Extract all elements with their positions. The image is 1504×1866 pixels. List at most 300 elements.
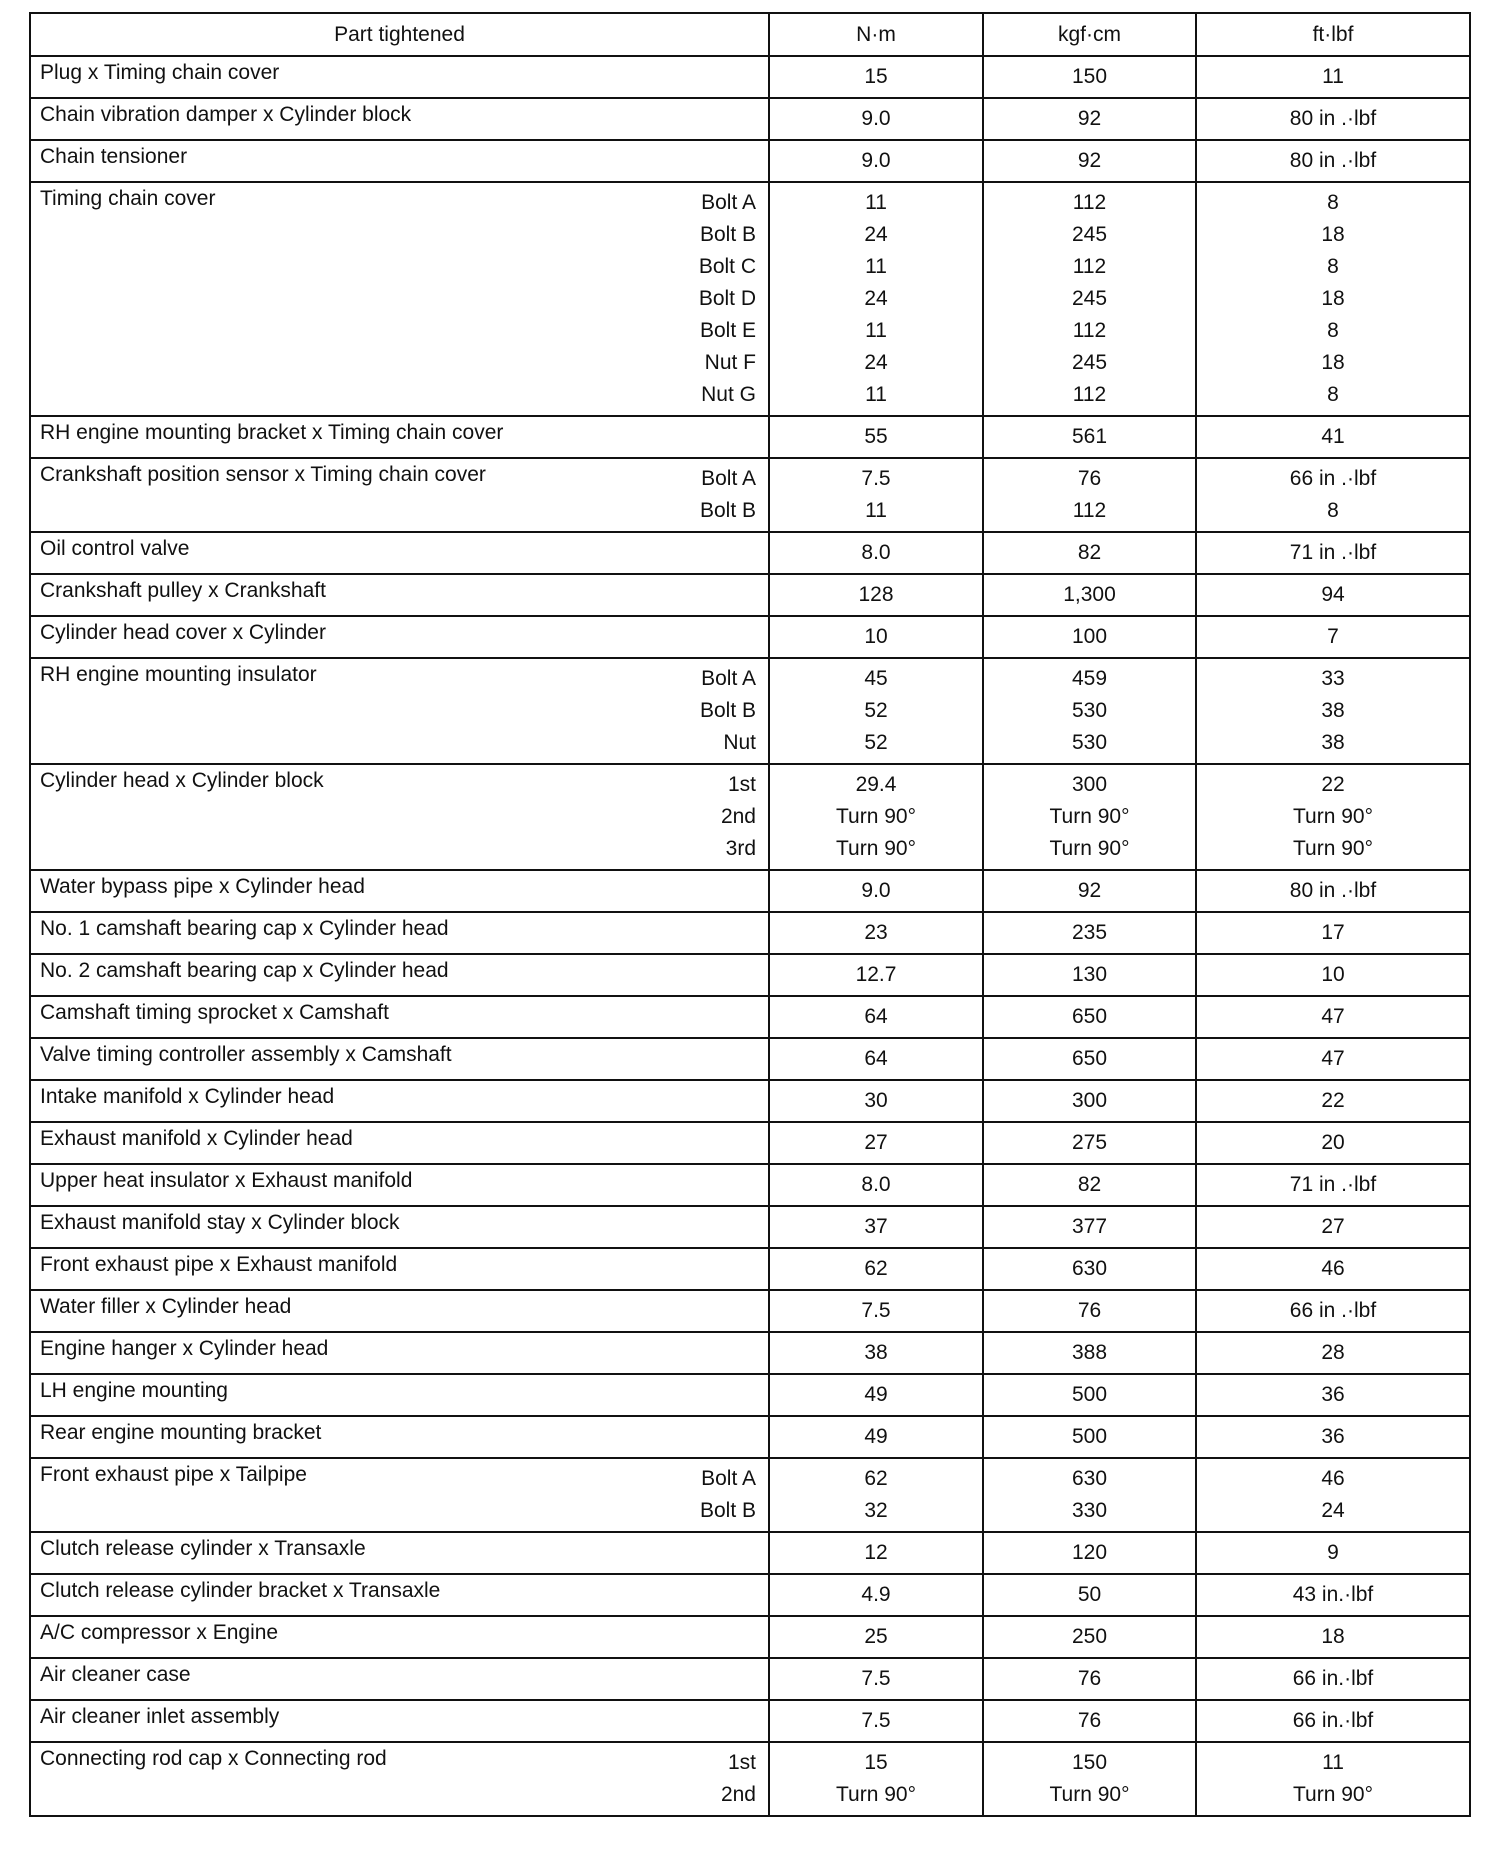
- sub-label: Bolt C: [698, 255, 756, 278]
- kgf-cm-value-cell: [983, 56, 1196, 98]
- nm-value: 62: [864, 1257, 888, 1280]
- table-row: [30, 532, 1470, 574]
- sub-label: 2nd: [720, 1783, 756, 1806]
- ft-lbf-value-cell: [1196, 1248, 1470, 1290]
- nm-value-cell: [769, 458, 983, 532]
- nm-value-cell: [769, 912, 983, 954]
- ft-lbf-value: 8: [1327, 383, 1339, 406]
- ft-lbf-value: 33: [1321, 667, 1345, 690]
- kgf-cm-value: 250: [1071, 1625, 1108, 1648]
- part-name: Front exhaust pipe x Exhaust manifold: [40, 1253, 398, 1276]
- kgf-cm-value-cell: [983, 870, 1196, 912]
- nm-value: 7.5: [861, 1299, 891, 1322]
- nm-value: 52: [864, 699, 888, 722]
- sub-label: Bolt B: [699, 1499, 756, 1522]
- ft-lbf-value-cell: [1196, 1416, 1470, 1458]
- kgf-cm-value: 245: [1071, 223, 1108, 246]
- nm-value: 11: [865, 383, 887, 406]
- ft-lbf-value: 22: [1321, 1089, 1345, 1112]
- part-name: Water bypass pipe x Cylinder head: [40, 875, 365, 898]
- kgf-cm-value-cell: [983, 98, 1196, 140]
- table-row: [30, 1458, 1470, 1532]
- kgf-cm-value: 500: [1071, 1383, 1108, 1406]
- part-name: Air cleaner case: [40, 1663, 191, 1686]
- ft-lbf-value-cell: [1196, 1458, 1470, 1532]
- table-row: [30, 1374, 1470, 1416]
- ft-lbf-value: 18: [1321, 287, 1345, 310]
- nm-value: Turn 90°: [836, 1783, 916, 1806]
- part-name: No. 1 camshaft bearing cap x Cylinder head: [40, 917, 449, 940]
- nm-value-cell: [769, 56, 983, 98]
- part-name: Front exhaust pipe x Tailpipe: [40, 1463, 307, 1486]
- sub-label: Bolt B: [699, 499, 756, 522]
- kgf-cm-value: 245: [1071, 351, 1108, 374]
- kgf-cm-value-cell: [983, 532, 1196, 574]
- ft-lbf-value-cell: [1196, 1290, 1470, 1332]
- ft-lbf-value: 38: [1321, 731, 1345, 754]
- sub-label: Nut G: [701, 383, 756, 406]
- part-cell: [30, 1122, 769, 1164]
- nm-value-cell: [769, 1038, 983, 1080]
- nm-value-cell: [769, 616, 983, 658]
- nm-value: 7.5: [861, 467, 891, 490]
- ft-lbf-value-cell: [1196, 1700, 1470, 1742]
- kgf-cm-value-cell: [983, 1374, 1196, 1416]
- kgf-cm-value-cell: [983, 1248, 1196, 1290]
- kgf-cm-value: 112: [1072, 499, 1107, 522]
- kgf-cm-value: 330: [1071, 1499, 1108, 1522]
- kgf-cm-value-cell: [983, 996, 1196, 1038]
- part-cell: [30, 954, 769, 996]
- table-row: [30, 616, 1470, 658]
- table-row: [30, 1332, 1470, 1374]
- nm-value-cell: [769, 996, 983, 1038]
- ft-lbf-value: Turn 90°: [1293, 1783, 1373, 1806]
- kgf-cm-value: Turn 90°: [1049, 1783, 1130, 1806]
- kgf-cm-value-cell: [983, 1416, 1196, 1458]
- part-cell: [30, 140, 769, 182]
- nm-value: 62: [864, 1467, 888, 1490]
- part-name: Engine hanger x Cylinder head: [40, 1337, 329, 1360]
- kgf-cm-value: 130: [1071, 963, 1108, 986]
- kgf-cm-value-cell: [983, 1080, 1196, 1122]
- ft-lbf-value-cell: [1196, 658, 1470, 764]
- ft-lbf-value-cell: [1196, 1574, 1470, 1616]
- nm-value-cell: [769, 1290, 983, 1332]
- nm-value: 11: [865, 191, 887, 214]
- nm-value-cell: [769, 1616, 983, 1658]
- part-cell: [30, 912, 769, 954]
- ft-lbf-value: 8: [1327, 499, 1339, 522]
- part-cell: [30, 1616, 769, 1658]
- part-cell: [30, 1532, 769, 1574]
- kgf-cm-value: 561: [1071, 425, 1108, 448]
- nm-value-cell: [769, 1164, 983, 1206]
- nm-value: 24: [864, 287, 888, 310]
- kgf-cm-value-cell: [983, 1532, 1196, 1574]
- nm-value: 4.9: [861, 1583, 891, 1606]
- kgf-cm-value: 530: [1071, 731, 1108, 754]
- part-name: Intake manifold x Cylinder head: [40, 1085, 335, 1108]
- nm-value: Turn 90°: [836, 837, 916, 860]
- part-name: No. 2 camshaft bearing cap x Cylinder head: [40, 959, 449, 982]
- part-name: Clutch release cylinder x Transaxle: [40, 1537, 366, 1560]
- kgf-cm-value: 377: [1071, 1215, 1108, 1238]
- nm-value: 8.0: [861, 1173, 891, 1196]
- nm-value: 9.0: [861, 107, 891, 130]
- nm-value-cell: [769, 658, 983, 764]
- kgf-cm-value-cell: [983, 1574, 1196, 1616]
- ft-lbf-value: 71 in .·lbf: [1289, 1173, 1377, 1196]
- kgf-cm-value: 92: [1077, 879, 1102, 902]
- kgf-cm-value: 500: [1071, 1425, 1108, 1448]
- part-cell: [30, 1742, 769, 1816]
- part-name: Upper heat insulator x Exhaust manifold: [40, 1169, 413, 1192]
- kgf-cm-value-cell: [983, 182, 1196, 416]
- nm-value-cell: [769, 98, 983, 140]
- ft-lbf-value-cell: [1196, 1122, 1470, 1164]
- ft-lbf-value-cell: [1196, 1164, 1470, 1206]
- kgf-cm-value: 112: [1072, 319, 1107, 342]
- ft-lbf-value: 8: [1327, 255, 1339, 278]
- kgf-cm-value-cell: [983, 416, 1196, 458]
- nm-value-cell: [769, 1206, 983, 1248]
- nm-value-cell: [769, 870, 983, 912]
- part-name: Cylinder head x Cylinder block: [40, 769, 324, 792]
- part-name: Plug x Timing chain cover: [40, 61, 280, 84]
- ft-lbf-value: 17: [1321, 921, 1345, 944]
- ft-lbf-value: 8: [1327, 191, 1339, 214]
- ft-lbf-value-cell: [1196, 1658, 1470, 1700]
- table-row: [30, 912, 1470, 954]
- kgf-cm-value: 650: [1071, 1005, 1108, 1028]
- nm-value-cell: [769, 1080, 983, 1122]
- kgf-cm-value-cell: [983, 616, 1196, 658]
- ft-lbf-value: 22: [1321, 773, 1345, 796]
- table-row: [30, 764, 1470, 870]
- nm-value: 25: [864, 1625, 888, 1648]
- part-name: Crankshaft pulley x Crankshaft: [40, 579, 326, 602]
- nm-value: 11: [865, 319, 887, 342]
- ft-lbf-value-cell: [1196, 1080, 1470, 1122]
- kgf-cm-value: 630: [1071, 1467, 1108, 1490]
- part-cell: [30, 416, 769, 458]
- part-cell: [30, 458, 769, 532]
- nm-value-cell: [769, 182, 983, 416]
- ft-lbf-value-cell: [1196, 458, 1470, 532]
- kgf-cm-value: 50: [1077, 1583, 1102, 1606]
- part-cell: [30, 1416, 769, 1458]
- part-cell: [30, 532, 769, 574]
- kgf-cm-value-cell: [983, 764, 1196, 870]
- nm-value-cell: [769, 140, 983, 182]
- ft-lbf-value-cell: [1196, 416, 1470, 458]
- ft-lbf-value-cell: [1196, 1616, 1470, 1658]
- nm-value: 9.0: [861, 149, 891, 172]
- table-row: [30, 996, 1470, 1038]
- ft-lbf-value-cell: [1196, 912, 1470, 954]
- kgf-cm-value-cell: [983, 1332, 1196, 1374]
- part-cell: [30, 1658, 769, 1700]
- ft-lbf-value-cell: [1196, 98, 1470, 140]
- sub-label: Bolt A: [701, 191, 756, 214]
- table-row: [30, 1164, 1470, 1206]
- part-cell: [30, 1290, 769, 1332]
- nm-value-cell: [769, 1742, 983, 1816]
- kgf-cm-value-cell: [983, 1206, 1196, 1248]
- nm-value-cell: [769, 1574, 983, 1616]
- kgf-cm-value: 300: [1071, 1089, 1108, 1112]
- nm-value-cell: [769, 1532, 983, 1574]
- ft-lbf-value: 66 in.·lbf: [1292, 1667, 1374, 1690]
- torque-table: [29, 12, 1471, 1817]
- part-cell: [30, 56, 769, 98]
- part-cell: [30, 1374, 769, 1416]
- sub-label: Bolt A: [701, 467, 756, 490]
- nm-value: 32: [864, 1499, 888, 1522]
- part-name: Clutch release cylinder bracket x Transaxle: [40, 1579, 441, 1602]
- nm-value: 12.7: [855, 963, 897, 986]
- part-cell: [30, 182, 769, 416]
- nm-value: 27: [864, 1131, 888, 1154]
- ft-lbf-value-cell: [1196, 1038, 1470, 1080]
- nm-value-cell: [769, 532, 983, 574]
- kgf-cm-value-cell: [983, 1616, 1196, 1658]
- sub-label: Bolt E: [699, 319, 756, 342]
- nm-value: 29.4: [855, 773, 897, 796]
- ft-lbf-value: 36: [1321, 1383, 1345, 1406]
- nm-value: 23: [864, 921, 888, 944]
- table-row: [30, 658, 1470, 764]
- nm-value-cell: [769, 1374, 983, 1416]
- nm-value: 15: [864, 65, 888, 88]
- part-name: Camshaft timing sprocket x Camshaft: [40, 1001, 389, 1024]
- kgf-cm-value: 630: [1071, 1257, 1108, 1280]
- kgf-cm-value-cell: [983, 1458, 1196, 1532]
- table-row: [30, 182, 1470, 416]
- kgf-cm-value-cell: [983, 1038, 1196, 1080]
- part-name: Crankshaft position sensor x Timing chain cover: [40, 463, 486, 486]
- kgf-cm-value-cell: [983, 1742, 1196, 1816]
- sub-label: Bolt A: [701, 667, 756, 690]
- kgf-cm-value-cell: [983, 912, 1196, 954]
- part-name: Cylinder head cover x Cylinder: [40, 621, 326, 644]
- ft-lbf-value: 47: [1321, 1005, 1345, 1028]
- nm-value: 8.0: [861, 541, 891, 564]
- kgf-cm-value: 300: [1071, 773, 1108, 796]
- table-row: [30, 574, 1470, 616]
- part-cell: [30, 1248, 769, 1290]
- nm-value: 49: [864, 1383, 888, 1406]
- part-name: Air cleaner inlet assembly: [40, 1705, 280, 1728]
- ft-lbf-value-cell: [1196, 1374, 1470, 1416]
- ft-lbf-value: 66 in .·lbf: [1289, 1299, 1377, 1322]
- kgf-cm-value: 1,300: [1063, 583, 1116, 606]
- nm-value: 7.5: [861, 1709, 891, 1732]
- part-cell: [30, 1700, 769, 1742]
- kgf-cm-value: 76: [1077, 1299, 1102, 1322]
- part-cell: [30, 1458, 769, 1532]
- sub-label: Nut: [723, 731, 756, 754]
- ft-lbf-value-cell: [1196, 1332, 1470, 1374]
- header-ft-lbf: ft·lbf: [1196, 13, 1470, 56]
- nm-value-cell: [769, 954, 983, 996]
- table-row: [30, 1080, 1470, 1122]
- nm-value: 128: [858, 583, 894, 606]
- ft-lbf-value: 46: [1321, 1257, 1345, 1280]
- nm-value: 9.0: [861, 879, 891, 902]
- nm-value: 24: [864, 223, 888, 246]
- kgf-cm-value: 82: [1077, 1173, 1102, 1196]
- part-name: Chain vibration damper x Cylinder block: [40, 103, 412, 126]
- ft-lbf-value-cell: [1196, 1742, 1470, 1816]
- sub-label: Bolt D: [698, 287, 756, 310]
- kgf-cm-value-cell: [983, 458, 1196, 532]
- table-row: [30, 870, 1470, 912]
- part-name: LH engine mounting: [40, 1379, 228, 1402]
- ft-lbf-value: 46: [1321, 1467, 1345, 1490]
- torque-specification-page: [29, 12, 1469, 1817]
- table-row: [30, 1574, 1470, 1616]
- ft-lbf-value-cell: [1196, 1532, 1470, 1574]
- kgf-cm-value: 650: [1071, 1047, 1108, 1070]
- kgf-cm-value: 150: [1071, 65, 1108, 88]
- kgf-cm-value-cell: [983, 1164, 1196, 1206]
- kgf-cm-value: 82: [1077, 541, 1102, 564]
- kgf-cm-value: 388: [1071, 1341, 1108, 1364]
- nm-value: 64: [864, 1005, 888, 1028]
- part-name: Timing chain cover: [40, 187, 216, 210]
- ft-lbf-value: Turn 90°: [1293, 837, 1373, 860]
- ft-lbf-value: 43 in.·lbf: [1292, 1583, 1374, 1606]
- ft-lbf-value: 18: [1321, 1625, 1345, 1648]
- kgf-cm-value: 530: [1071, 699, 1108, 722]
- ft-lbf-value: Turn 90°: [1293, 805, 1373, 828]
- nm-value: 49: [864, 1425, 888, 1448]
- table-row: [30, 1616, 1470, 1658]
- nm-value-cell: [769, 764, 983, 870]
- sub-label: 1st: [727, 1751, 756, 1774]
- ft-lbf-value-cell: [1196, 954, 1470, 996]
- kgf-cm-value-cell: [983, 1290, 1196, 1332]
- ft-lbf-value-cell: [1196, 56, 1470, 98]
- table-row: [30, 1658, 1470, 1700]
- sub-label: 3rd: [725, 837, 756, 860]
- ft-lbf-value: 18: [1321, 223, 1345, 246]
- table-row: [30, 1532, 1470, 1574]
- table-row: [30, 1038, 1470, 1080]
- kgf-cm-value: 235: [1071, 921, 1108, 944]
- kgf-cm-value-cell: [983, 954, 1196, 996]
- nm-value-cell: [769, 574, 983, 616]
- kgf-cm-value-cell: [983, 1658, 1196, 1700]
- nm-value-cell: [769, 1458, 983, 1532]
- nm-value-cell: [769, 1122, 983, 1164]
- ft-lbf-value-cell: [1196, 616, 1470, 658]
- table-row: [30, 1206, 1470, 1248]
- nm-value: 38: [864, 1341, 888, 1364]
- ft-lbf-value-cell: [1196, 870, 1470, 912]
- nm-value: 15: [864, 1751, 888, 1774]
- nm-value-cell: [769, 1248, 983, 1290]
- kgf-cm-value: 76: [1077, 1667, 1102, 1690]
- kgf-cm-value: 76: [1077, 467, 1102, 490]
- ft-lbf-value: 36: [1321, 1425, 1345, 1448]
- ft-lbf-value: 80 in .·lbf: [1289, 149, 1377, 172]
- ft-lbf-value: 71 in .·lbf: [1289, 541, 1377, 564]
- ft-lbf-value: 7: [1327, 625, 1339, 648]
- kgf-cm-value: 112: [1072, 383, 1107, 406]
- table-row: [30, 1248, 1470, 1290]
- part-name: Rear engine mounting bracket: [40, 1421, 322, 1444]
- ft-lbf-value: 10: [1321, 963, 1345, 986]
- part-name: RH engine mounting bracket x Timing chain cover: [40, 421, 504, 444]
- kgf-cm-value-cell: [983, 658, 1196, 764]
- nm-value: 7.5: [861, 1667, 891, 1690]
- ft-lbf-value: 9: [1327, 1541, 1339, 1564]
- part-cell: [30, 1164, 769, 1206]
- nm-value-cell: [769, 1416, 983, 1458]
- ft-lbf-value: 47: [1321, 1047, 1345, 1070]
- table-row: [30, 1122, 1470, 1164]
- ft-lbf-value: 94: [1321, 583, 1345, 606]
- nm-value: 30: [864, 1089, 888, 1112]
- part-cell: [30, 996, 769, 1038]
- table-row: [30, 1742, 1470, 1816]
- table-row: [30, 458, 1470, 532]
- ft-lbf-value: 27: [1321, 1215, 1345, 1238]
- table-row: [30, 954, 1470, 996]
- kgf-cm-value-cell: [983, 574, 1196, 616]
- part-name: Exhaust manifold x Cylinder head: [40, 1127, 353, 1150]
- kgf-cm-value: 112: [1072, 255, 1107, 278]
- table-body: [30, 56, 1470, 1816]
- ft-lbf-value: 80 in .·lbf: [1289, 879, 1377, 902]
- ft-lbf-value-cell: [1196, 764, 1470, 870]
- part-name: Exhaust manifold stay x Cylinder block: [40, 1211, 400, 1234]
- part-cell: [30, 1574, 769, 1616]
- kgf-cm-value: 76: [1077, 1709, 1102, 1732]
- part-name: RH engine mounting insulator: [40, 663, 317, 686]
- kgf-cm-value: 150: [1071, 1751, 1108, 1774]
- ft-lbf-value-cell: [1196, 1206, 1470, 1248]
- nm-value: 37: [864, 1215, 888, 1238]
- nm-value: 55: [864, 425, 888, 448]
- ft-lbf-value: 80 in .·lbf: [1289, 107, 1377, 130]
- part-cell: [30, 1332, 769, 1374]
- part-cell: [30, 616, 769, 658]
- nm-value: 52: [864, 731, 888, 754]
- nm-value: Turn 90°: [836, 805, 916, 828]
- ft-lbf-value: 24: [1321, 1499, 1345, 1522]
- ft-lbf-value-cell: [1196, 574, 1470, 616]
- ft-lbf-value: 41: [1321, 425, 1345, 448]
- table-row: [30, 56, 1470, 98]
- ft-lbf-value: 66 in .·lbf: [1289, 467, 1377, 490]
- kgf-cm-value: 100: [1071, 625, 1108, 648]
- header-nm: N·m: [769, 13, 983, 56]
- kgf-cm-value: 92: [1077, 149, 1102, 172]
- part-cell: [30, 1206, 769, 1248]
- part-cell: [30, 658, 769, 764]
- ft-lbf-value-cell: [1196, 182, 1470, 416]
- ft-lbf-value: 18: [1321, 351, 1345, 374]
- header-part-tightened: Part tightened: [30, 13, 769, 56]
- nm-value: 24: [864, 351, 888, 374]
- ft-lbf-value: 11: [1322, 65, 1344, 88]
- part-cell: [30, 764, 769, 870]
- part-cell: [30, 870, 769, 912]
